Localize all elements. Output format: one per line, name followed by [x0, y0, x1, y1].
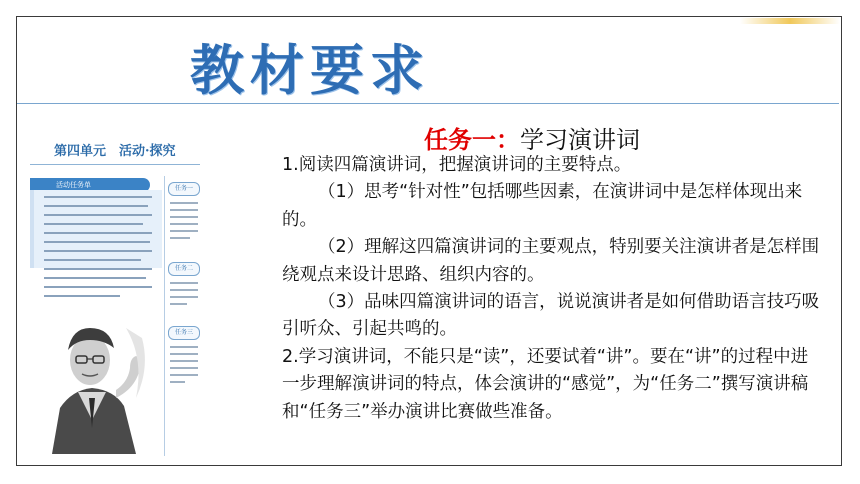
textbook-task-two-label: 任务二 — [168, 262, 200, 276]
textbook-task-one-label: 任务一 — [168, 182, 200, 196]
task-title — [424, 120, 640, 155]
task-body — [282, 152, 822, 426]
task-paragraph-4: （3）品味四篇演讲词的语言，说说演讲者是如何借助语言技巧吸引听众、引起共鸣的。 — [282, 292, 820, 340]
task-paragraph-3: （2）理解这四篇演讲词的主要观点，特别要关注演讲者是怎样围绕观点来设计思路、组织内容的。 — [282, 237, 820, 285]
task-tag: 任务一 — [424, 125, 496, 154]
textbook-task-two-lines — [170, 282, 198, 310]
task-paragraph-1: 1.阅读四篇演讲词，把握演讲词的主要特点。 — [282, 155, 632, 175]
textbook-unit-title: 第四单元 活动·探究 — [54, 144, 176, 159]
heading-divider — [17, 103, 839, 104]
textbook-intro-lines — [44, 196, 152, 304]
textbook-title-rule — [30, 164, 200, 165]
task-name: 学习演讲词 — [520, 126, 640, 154]
textbook-task-three-label: 任务三 — [168, 326, 200, 340]
task-paragraph-2: （1）思考“针对性”包括哪些因素，在演讲词中是怎样体现出来的。 — [282, 182, 803, 230]
textbook-tab-label: 活动任务单 — [56, 181, 91, 189]
task-paragraph-5: 2.学习演讲词，不能只是“读”，还要试着“讲”。要在“讲”的过程中进一步理解演讲词的特点，体会演讲的“感觉”，为“任务二”撰写演讲稿和“任务三”举办演讲比赛做些准备。 — [282, 346, 809, 422]
task-separator: ： — [496, 125, 520, 154]
textbook-task-three-lines — [170, 346, 198, 388]
speaker-portrait-image — [32, 298, 154, 454]
textbook-task-one-lines — [170, 202, 198, 244]
top-accent-bar — [740, 18, 840, 24]
textbook-column-divider — [164, 176, 165, 456]
slide-heading: 教材要求 — [190, 38, 430, 102]
textbook-page-image — [30, 130, 200, 460]
